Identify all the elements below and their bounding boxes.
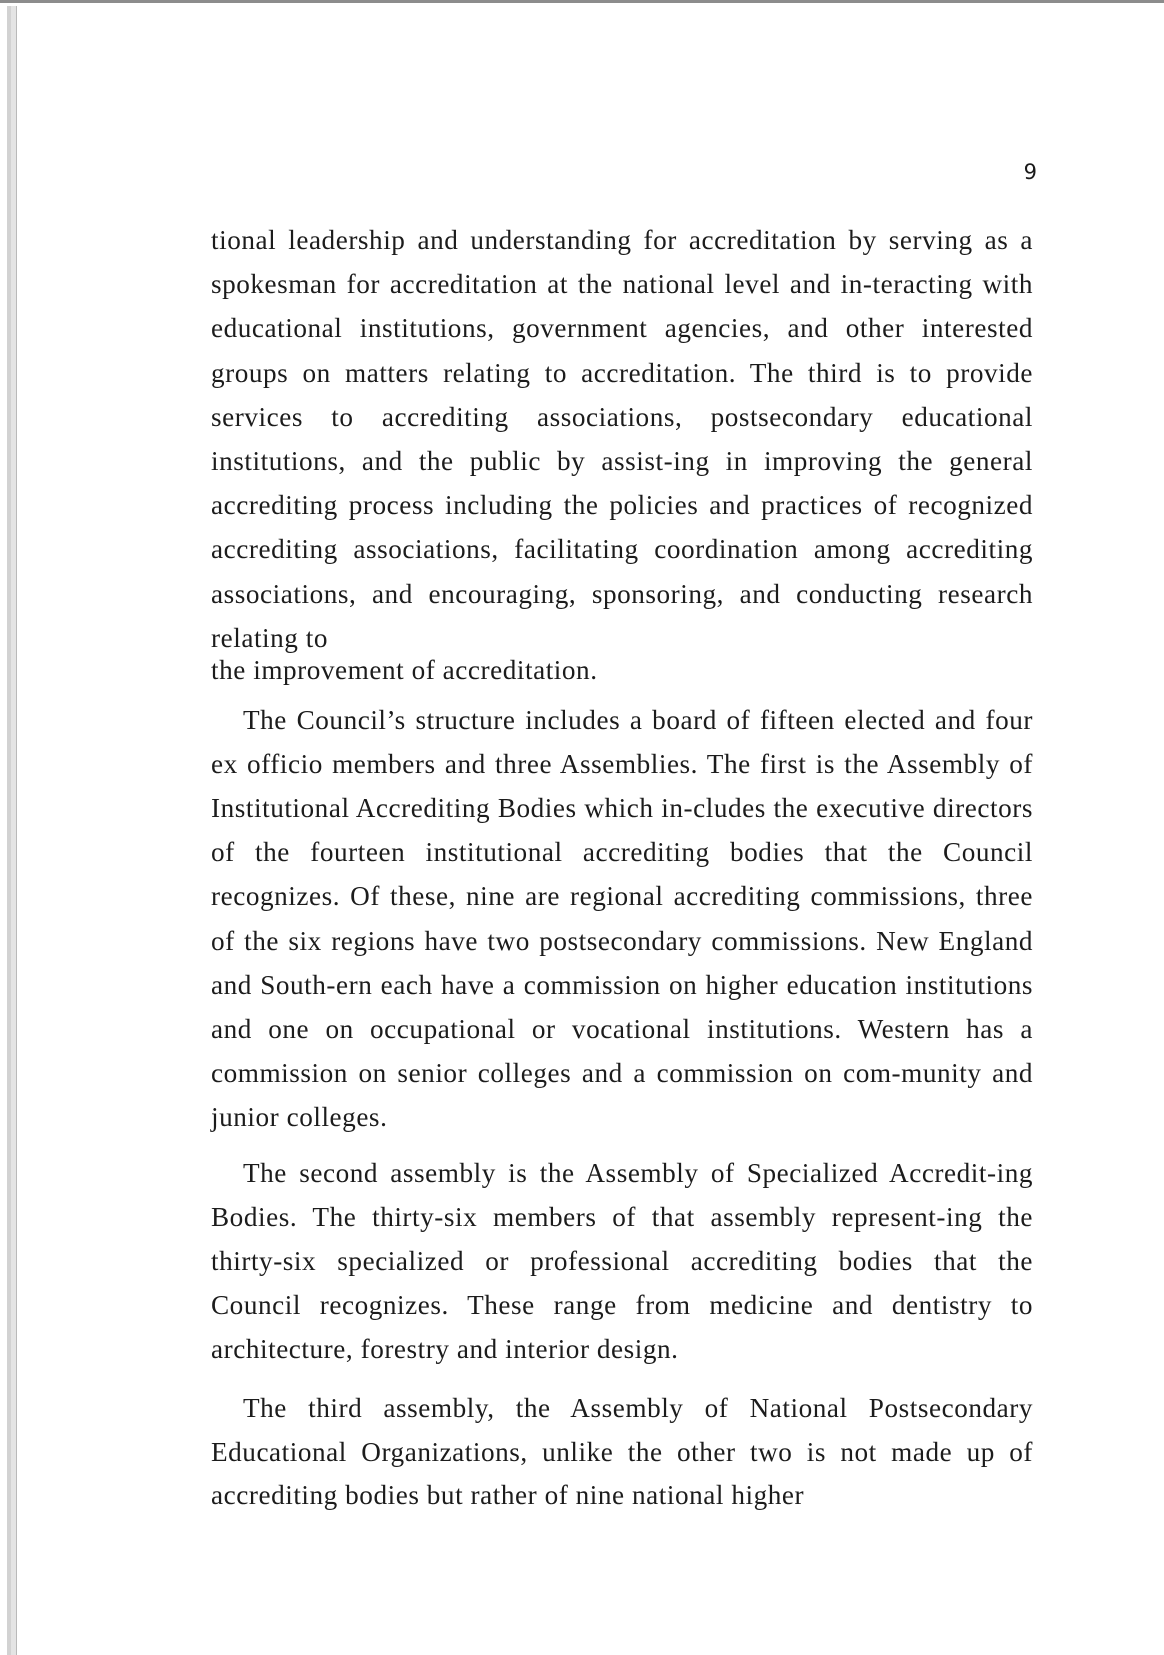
paragraph-4: The third assembly, the Assembly of National Postsecondary Educational Organizations, unlike the other two is not made up of accrediting bodies but rather of nine national higher xyxy=(211,1393,1033,1511)
body-text xyxy=(211,218,1033,1518)
document-page xyxy=(16,6,1164,1655)
paragraph-1-last-line: the improvement of accreditation. xyxy=(211,655,598,686)
paragraph-1 xyxy=(211,218,1033,686)
paragraph-3: The second assembly is the Assembly of Specialized Accredit-ing Bodies. The thirty-six members of that assembly represent-ing the thirty-six specialized or professional accrediting bodies that the Council recognizes. These range from medicine and dentistry to architecture, forestry and interior design. xyxy=(211,1157,1033,1365)
page-number: 9 xyxy=(1023,160,1037,184)
paragraph-2: The Council’s structure includes a board of fifteen elected and four ex officio members and three Assemblies. The first is the Assembly of Institutional Accrediting Bodies which in-cludes the executive directors of the fourteen institutional accrediting bodies that the Council recognizes. Of these, nine are regional accrediting commissions, three of the six regions have two postsecondary commissions. New England and South-ern each have a commission on higher education institutions and one on occupational or vocational institutions. Western has a commission on senior colleges and a commission on com-munity and junior colleges. xyxy=(211,705,1033,1132)
paragraph-1-text: tional leadership and understanding for accreditation by serving as a spokesman for accreditation at the national level and in-teracting with educational institutions, government agencies, and other interested groups on matters relating to accreditation. The third is to provide services to accrediting associations, postsecondary educational institutions, and the public by assist-ing in improving the general accrediting process including the policies and practices of recognized accrediting associations, facilitating coordination among accrediting associations, and encouraging, sponsoring, and conducting research relating to xyxy=(211,225,1033,653)
